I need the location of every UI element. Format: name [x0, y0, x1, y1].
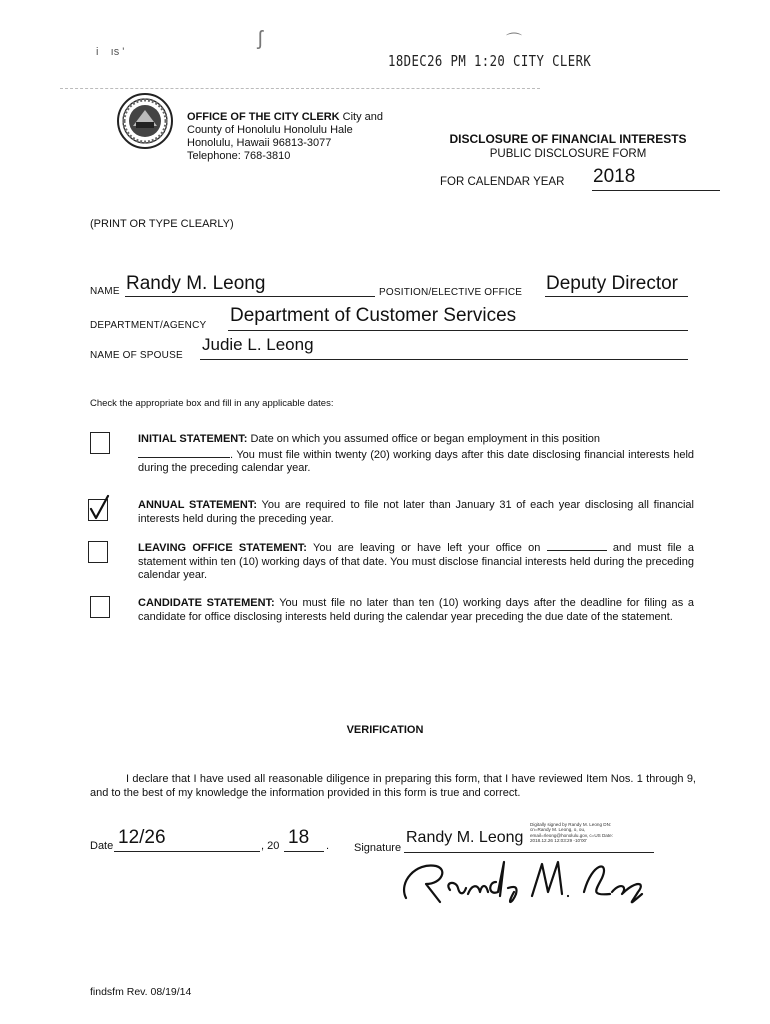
- office-phone: Telephone: 768-3810: [187, 150, 291, 162]
- candidate-statement: [138, 597, 694, 624]
- department-label: DEPARTMENT/AGENCY: [90, 320, 207, 331]
- scan-mark-left: i ıs ': [96, 46, 125, 58]
- office-line-2: County of Honolulu Honolulu Hale: [187, 124, 353, 136]
- name-line: [125, 296, 375, 297]
- verification-heading: VERIFICATION: [346, 724, 424, 736]
- date-label: Date: [90, 840, 114, 852]
- office-name-cont: City and: [342, 111, 383, 123]
- handwritten-signature-icon: [396, 852, 656, 908]
- position-value: Deputy Director: [546, 273, 678, 294]
- candidate-statement-checkbox[interactable]: [90, 596, 110, 618]
- spouse-value: Judie L. Leong: [202, 335, 314, 354]
- leaving-statement-text-a: You are leaving or have left your office on: [313, 542, 541, 554]
- signature-label: Signature: [354, 842, 402, 854]
- calendar-year-label: FOR CALENDAR YEAR: [440, 176, 565, 188]
- initial-statement-text-b: . You must file within twenty (20) working days after this date disclosing financial interests held during the preceding calendar year.: [138, 448, 694, 474]
- initial-statement-checkbox[interactable]: [90, 432, 110, 454]
- verification-text: I declare that I have used all reasonable diligence in preparing this form, that I have reviewed Item Nos. 1 through 9, and to the best of my knowledge the information provided in this form is true and correct.: [90, 773, 696, 799]
- initial-statement-text-a: Date on which you assumed office or began employment in this position: [250, 433, 601, 445]
- scan-mark-swirl-2: ⌒: [506, 33, 523, 50]
- leaving-statement-checkbox[interactable]: [88, 541, 108, 563]
- office-address: [187, 111, 407, 163]
- name-label: NAME: [90, 286, 120, 297]
- leaving-statement-text-b: and must file a statement within ten (10) working days of that date. You must disclose financial interests held during the preceding calendar year.: [138, 542, 694, 581]
- date-year-line: [284, 851, 324, 852]
- date-line: [114, 851, 260, 852]
- print-instruction: (PRINT OR TYPE CLEARLY): [90, 218, 234, 230]
- initial-statement-title: INITIAL STATEMENT:: [138, 433, 248, 445]
- scan-mark-swirl: ʃ: [258, 28, 263, 50]
- form-revision-footer: findsfm Rev. 08/19/14: [90, 986, 192, 998]
- initial-statement: [138, 433, 694, 476]
- annual-statement-title: ANNUAL STATEMENT:: [138, 499, 257, 511]
- spouse-line: [200, 359, 688, 360]
- checkmark-icon: [86, 494, 112, 522]
- digital-signature-note: Digitally signed by Randy M. Leong DN: cn=Randy M. Leong, o, ou, email=rleong@honolulu.gov, c=US Date: 2018.12.26 12:03:29 -10'00': [530, 822, 613, 844]
- name-value: Randy M. Leong: [126, 273, 266, 294]
- check-instruction: Check the appropriate box and fill in any applicable dates:: [90, 398, 334, 409]
- annual-statement: [138, 499, 694, 526]
- leaving-date-blank[interactable]: [547, 540, 607, 551]
- department-line: [228, 330, 688, 331]
- date-period: .: [326, 840, 330, 852]
- city-seal-icon: [116, 92, 174, 150]
- date-year-value: 18: [288, 827, 310, 848]
- office-line-3: Honolulu, Hawaii 96813-3077: [187, 137, 332, 149]
- leaving-statement-title: LEAVING OFFICE STATEMENT:: [138, 542, 307, 554]
- date-value: 12/26: [118, 827, 166, 848]
- position-label: POSITION/ELECTIVE OFFICE: [379, 287, 523, 298]
- candidate-statement-title: CANDIDATE STATEMENT:: [138, 597, 275, 609]
- office-name: OFFICE OF THE CITY CLERK: [187, 111, 340, 123]
- form-subtitle: PUBLIC DISCLOSURE FORM: [489, 148, 647, 160]
- leaving-statement: [138, 540, 694, 583]
- position-line: [545, 296, 688, 297]
- received-stamp: 18DEC26 PM 1:20 CITY CLERK: [388, 52, 592, 70]
- calendar-year-line: [592, 190, 720, 191]
- typed-signature: Randy M. Leong: [406, 829, 524, 846]
- spouse-label: NAME OF SPOUSE: [90, 350, 183, 361]
- scan-line: [60, 88, 540, 89]
- candidate-statement-text: You must file no later than ten (10) working days after the deadline for filing as a candidate for office disclosing interests held during the calendar year preceding the due date of the statement.: [138, 597, 695, 623]
- calendar-year-value: 2018: [593, 166, 636, 187]
- date-year-prefix: , 20: [261, 840, 280, 852]
- annual-statement-text: You are required to file not later than January 31 of each year disclosing all financial interests held during the preceding year.: [138, 499, 694, 525]
- department-value: Department of Customer Services: [230, 305, 517, 326]
- initial-date-blank[interactable]: [138, 447, 230, 458]
- form-title: DISCLOSURE OF FINANCIAL INTERESTS: [449, 132, 687, 146]
